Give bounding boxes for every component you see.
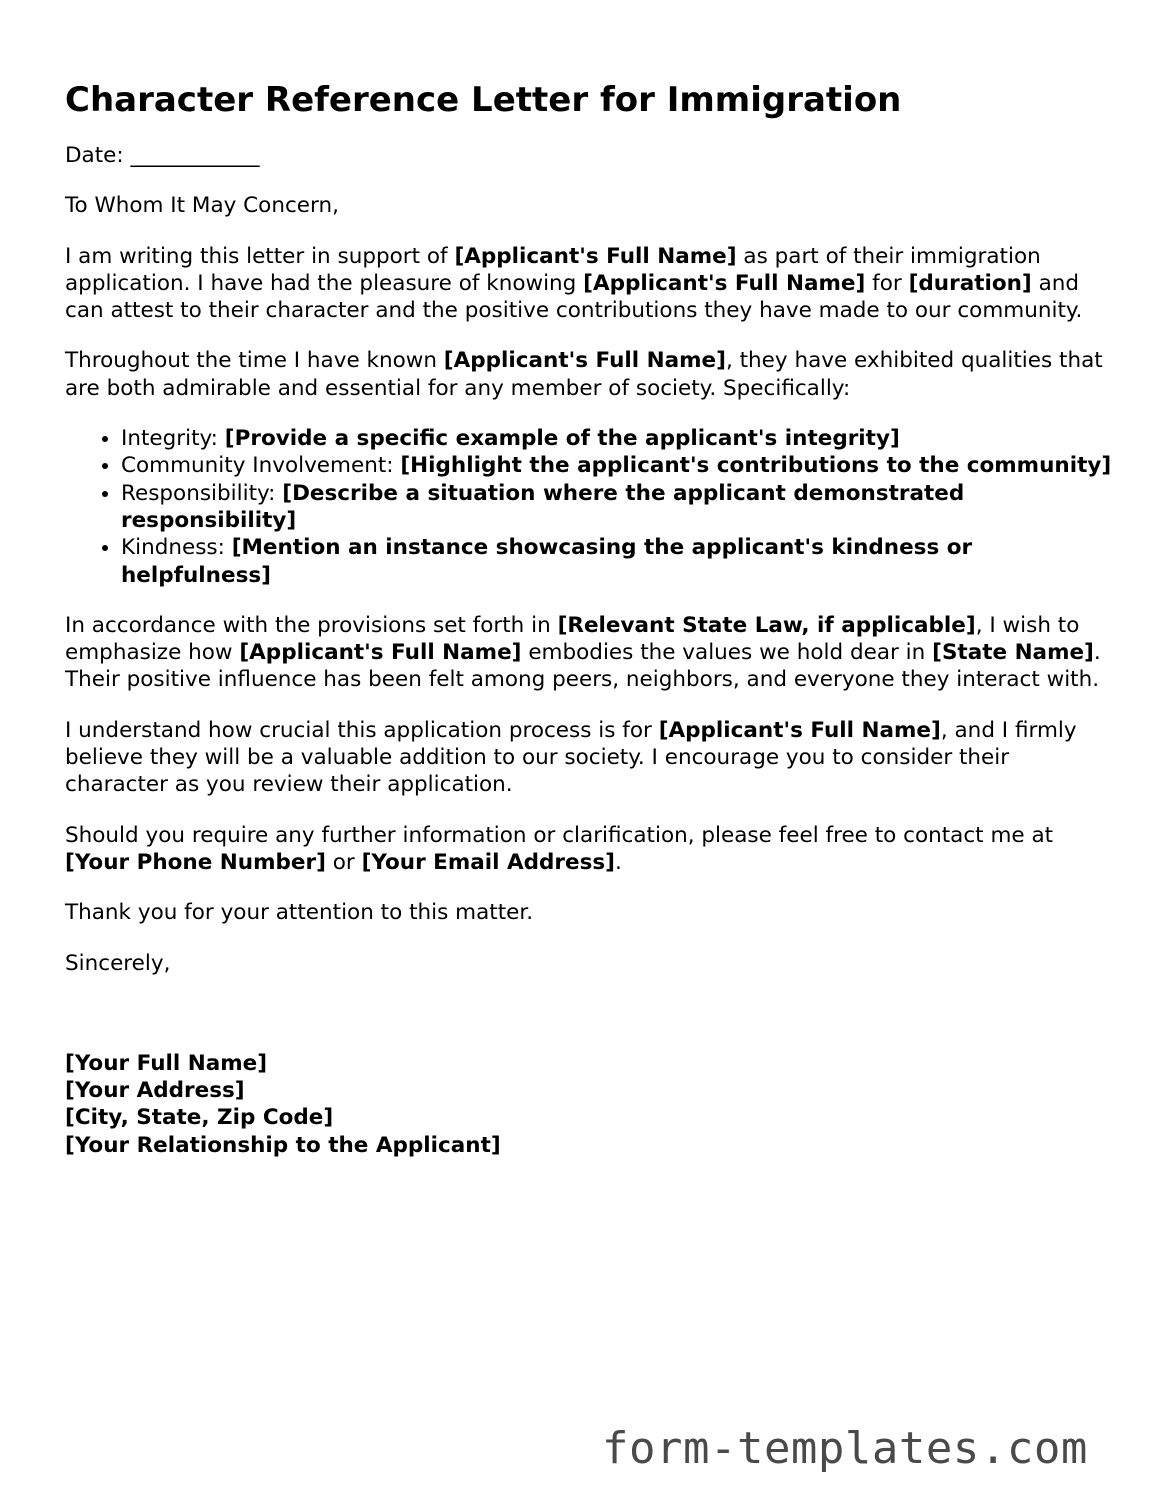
text: embodies the values we hold dear in [521, 640, 933, 666]
signature-space [65, 1000, 1115, 1050]
letter-page [65, 78, 1115, 1159]
placeholder-applicant-name: [Applicant's Full Name] [239, 640, 522, 666]
watermark: form-templates.com [602, 1423, 1088, 1474]
quality-label: Integrity: [121, 426, 225, 452]
placeholder-applicant-name: [Applicant's Full Name] [443, 348, 726, 374]
page-title: Character Reference Letter for Immigration [65, 80, 902, 120]
list-item-responsibility [121, 480, 1115, 535]
signature-relationship: [Your Relationship to the Applicant] [65, 1132, 501, 1158]
quality-label: Kindness: [121, 535, 232, 561]
date-label: Date: [65, 143, 124, 168]
signature-address: [Your Address] [65, 1078, 245, 1104]
text: , and I firmly believe they will be a valuable addition to our society. I encourage you to consider their character as you review their application. [65, 717, 1077, 798]
text: , I wish to emphasize how [65, 612, 1080, 666]
date-line [65, 142, 1115, 169]
text: Should you require any further information or clarification, please feel free to contact me at [65, 822, 1054, 848]
signature-name: [Your Full Name] [65, 1050, 268, 1076]
text: I understand how crucial this application process is for [65, 717, 659, 743]
placeholder-phone: [Your Phone Number] [65, 849, 326, 875]
text: and can attest to their character and the positive contributions they have made to our community. [65, 270, 1083, 324]
text: , they have exhibited qualities that are both admirable and essential for any member of society. Specifically: [65, 348, 1103, 401]
signature-city: [City, State, Zip Code] [65, 1105, 334, 1131]
text: Throughout the time I have known [65, 348, 444, 374]
list-item-community [121, 452, 1115, 479]
paragraph-qualities-intro [65, 347, 1115, 402]
placeholder-state-name: [State Name] [932, 640, 1094, 666]
date-blank: ____________ [130, 143, 260, 168]
placeholder-duration: [duration] [908, 270, 1032, 296]
salutation: To Whom It May Concern, [65, 193, 339, 219]
list-item-kindness [121, 534, 1115, 589]
quality-label: Responsibility: [121, 480, 283, 506]
placeholder-state-law: [Relevant State Law, if applicable] [557, 612, 976, 638]
paragraph-process [65, 717, 1115, 799]
thanks-line: Thank you for your attention to this matter. [65, 900, 534, 926]
quality-prompt: [Describe a situation where the applicant demonstrated responsibility] [121, 480, 965, 533]
quality-prompt: [Highlight the applicant's contributions to the community] [400, 453, 1112, 479]
quality-prompt: [Mention an instance showcasing the applicant's kindness or helpfulness] [121, 535, 973, 588]
signature-block [65, 1050, 1115, 1159]
closing: Sincerely, [65, 950, 171, 976]
text: . Their positive influence has been felt among peers, neighbors, and everyone they interact with. [65, 640, 1101, 693]
text: for [865, 270, 909, 296]
text: In accordance with the provisions set forth in [65, 612, 558, 638]
placeholder-applicant-name: [Applicant's Full Name] [658, 717, 941, 743]
qualities-list [65, 425, 1115, 589]
paragraph-support [65, 243, 1115, 325]
placeholder-applicant-name: [Applicant's Full Name] [454, 243, 737, 269]
text: or [325, 849, 362, 875]
text: I am writing this letter in support of [65, 243, 455, 269]
text: . [615, 849, 622, 875]
paragraph-contact [65, 822, 1115, 877]
paragraph-state-law [65, 612, 1115, 694]
text: as part of their immigration application. I have had the pleasure of knowing [65, 243, 1041, 296]
placeholder-applicant-name: [Applicant's Full Name] [583, 270, 866, 296]
quality-label: Community Involvement: [121, 453, 401, 479]
placeholder-email: [Your Email Address] [361, 849, 616, 875]
quality-prompt: [Provide a specific example of the applicant's integrity] [224, 426, 900, 452]
list-item-integrity [121, 425, 1115, 452]
